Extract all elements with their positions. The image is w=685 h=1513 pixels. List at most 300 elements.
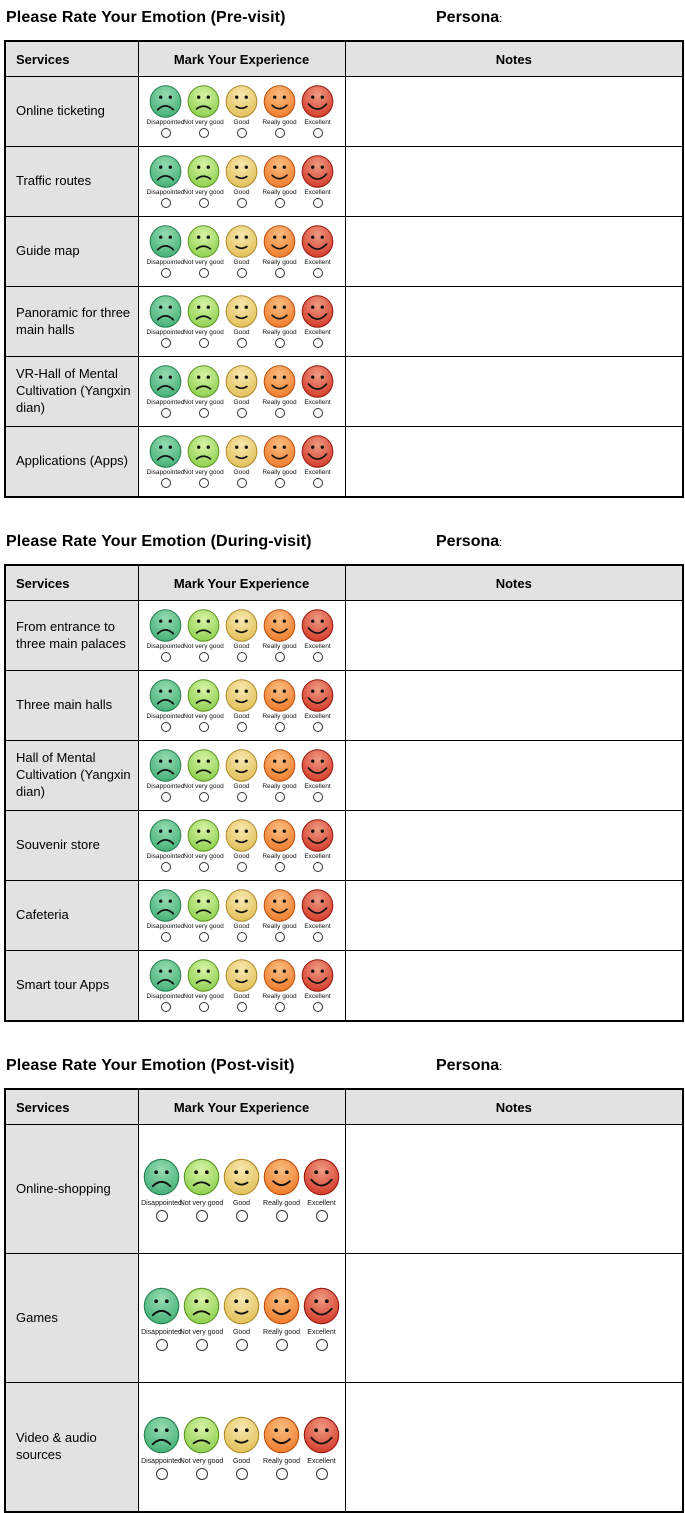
scale-option-label: Excellent: [304, 922, 331, 930]
notes-cell[interactable]: [345, 601, 683, 671]
scale-option-label: Disappointed: [146, 782, 185, 790]
scale-option-really-good: [262, 1414, 302, 1481]
not-very-good-face-icon: [187, 365, 220, 398]
scale-option-really-good: [261, 819, 299, 872]
scale-option-good: [223, 819, 261, 872]
good-face-icon: [225, 155, 258, 188]
scale-option-label: Excellent: [304, 852, 331, 860]
notes-cell[interactable]: [345, 811, 683, 881]
scale-option-label: Excellent: [304, 642, 331, 650]
disappointed-face-icon: [149, 85, 182, 118]
scale-option-disappointed: [142, 1156, 182, 1223]
notes-cell[interactable]: [345, 1254, 683, 1383]
scale-option-label: Really good: [262, 782, 297, 790]
radio-disappointed[interactable]: [161, 128, 171, 138]
scale-option-excellent: [299, 749, 337, 802]
experience-cell: [138, 671, 345, 741]
scale-option-label: Disappointed: [146, 992, 185, 1000]
not-very-good-face-icon: [183, 1285, 220, 1327]
scale-option-label: Good: [233, 328, 250, 336]
radio-disappointed[interactable]: [161, 652, 171, 662]
table-row: [5, 1383, 683, 1513]
scale-option-disappointed: [142, 1414, 182, 1481]
scale-option-not-very-good: [185, 889, 223, 942]
scale-option-good: [223, 889, 261, 942]
page-title: Please Rate Your Emotion (During-visit): [6, 533, 312, 550]
notes-cell[interactable]: [345, 77, 683, 147]
service-cell: Hall of Mental Cultivation (Yangxin dian): [5, 741, 138, 811]
radio-good[interactable]: [237, 792, 247, 802]
really-good-face-icon: [263, 435, 296, 468]
really-good-face-icon: [263, 1156, 300, 1198]
excellent-face-icon: [301, 889, 334, 922]
service-cell: VR-Hall of Mental Cultivation (Yangxin dian): [5, 357, 138, 427]
radio-really-good[interactable]: [276, 1210, 288, 1222]
scale-option-label: Good: [233, 992, 250, 1000]
radio-good[interactable]: [236, 1210, 248, 1222]
experience-cell: [138, 217, 345, 287]
radio-disappointed[interactable]: [161, 198, 171, 208]
radio-good[interactable]: [237, 932, 247, 942]
radio-not-very-good[interactable]: [199, 338, 209, 348]
disappointed-face-icon: [149, 679, 182, 712]
scale-option-label: Not very good: [183, 922, 224, 930]
scale-option-excellent: [299, 609, 337, 662]
scale-option-disappointed: [147, 749, 185, 802]
scale-option-good: [223, 435, 261, 488]
service-cell: Games: [5, 1254, 138, 1383]
table-row: [5, 811, 683, 881]
radio-not-very-good[interactable]: [199, 408, 209, 418]
not-very-good-face-icon: [187, 609, 220, 642]
scale-option-disappointed: [147, 295, 185, 348]
scale-option-excellent: [299, 959, 337, 1012]
scale-option-not-very-good: [185, 225, 223, 278]
scale-option-label: Not very good: [183, 852, 224, 860]
scale-option-label: Good: [232, 1457, 251, 1465]
scale-option-good: [223, 85, 261, 138]
scale-option-not-very-good: [185, 295, 223, 348]
emotion-scale: [139, 749, 345, 802]
radio-good[interactable]: [236, 1339, 248, 1351]
radio-good[interactable]: [237, 862, 247, 872]
notes-cell[interactable]: [345, 951, 683, 1022]
radio-excellent[interactable]: [313, 408, 323, 418]
scale-option-label: Excellent: [304, 992, 331, 1000]
really-good-face-icon: [263, 889, 296, 922]
radio-excellent[interactable]: [316, 1468, 328, 1480]
scale-option-label: Not very good: [183, 642, 224, 650]
scale-option-label: Really good: [262, 258, 297, 266]
scale-option-excellent: [299, 155, 337, 208]
scale-option-label: Good: [233, 258, 250, 266]
scale-option-good: [223, 679, 261, 732]
scale-option-label: Disappointed: [146, 258, 185, 266]
radio-really-good[interactable]: [275, 1002, 285, 1012]
scale-option-not-very-good: [179, 1414, 224, 1481]
scale-option-label: Really good: [262, 922, 297, 930]
radio-good[interactable]: [237, 338, 247, 348]
service-cell: Applications (Apps): [5, 427, 138, 498]
disappointed-face-icon: [149, 609, 182, 642]
radio-really-good[interactable]: [275, 932, 285, 942]
table-row: [5, 1125, 683, 1254]
experience-cell: [138, 741, 345, 811]
notes-cell[interactable]: [345, 287, 683, 357]
section-post-visit: [0, 1054, 685, 1513]
column-header-services: Services: [5, 1089, 138, 1125]
column-header-experience: Mark Your Experience: [138, 41, 345, 77]
radio-really-good[interactable]: [275, 268, 285, 278]
header-row: [5, 565, 683, 601]
radio-good[interactable]: [237, 128, 247, 138]
radio-not-very-good[interactable]: [199, 792, 209, 802]
radio-good[interactable]: [237, 722, 247, 732]
table-row: [5, 427, 683, 498]
experience-cell: [138, 77, 345, 147]
scale-option-excellent: [302, 1285, 342, 1352]
persona-field: [436, 530, 502, 555]
scale-option-really-good: [261, 225, 299, 278]
scale-option-label: Really good: [262, 398, 297, 406]
scale-option-really-good: [262, 1285, 302, 1352]
scale-option-good: [223, 749, 261, 802]
radio-excellent[interactable]: [313, 1002, 323, 1012]
radio-excellent[interactable]: [313, 268, 323, 278]
scale-option-really-good: [262, 1156, 302, 1223]
scale-option-label: Not very good: [183, 328, 224, 336]
excellent-face-icon: [301, 819, 334, 852]
service-cell: From entrance to three main palaces: [5, 601, 138, 671]
good-face-icon: [223, 1156, 260, 1198]
scale-option-label: Really good: [263, 1328, 300, 1336]
radio-disappointed[interactable]: [156, 1339, 168, 1351]
scale-option-label: Really good: [263, 1457, 300, 1465]
section-header: [6, 530, 685, 554]
section-header: [6, 1054, 685, 1078]
scale-option-label: Excellent: [304, 328, 331, 336]
really-good-face-icon: [263, 1414, 300, 1456]
experience-cell: [138, 1125, 345, 1254]
scale-option-label: Disappointed: [146, 852, 185, 860]
radio-not-very-good[interactable]: [199, 198, 209, 208]
scale-option-not-very-good: [185, 959, 223, 1012]
scale-option-label: Not very good: [183, 188, 224, 196]
emotion-scale: [139, 679, 345, 732]
scale-option-not-very-good: [185, 609, 223, 662]
scale-option-label: Good: [233, 642, 250, 650]
scale-option-really-good: [261, 679, 299, 732]
scale-option-not-very-good: [185, 679, 223, 732]
radio-not-very-good[interactable]: [199, 1002, 209, 1012]
scale-option-label: Excellent: [304, 188, 331, 196]
scale-option-label: Excellent: [304, 712, 331, 720]
excellent-face-icon: [301, 679, 334, 712]
header-row: [5, 1089, 683, 1125]
disappointed-face-icon: [149, 889, 182, 922]
radio-not-very-good[interactable]: [199, 722, 209, 732]
radio-not-very-good[interactable]: [199, 652, 209, 662]
radio-excellent[interactable]: [316, 1339, 328, 1351]
radio-excellent[interactable]: [313, 128, 323, 138]
scale-option-label: Good: [233, 712, 250, 720]
radio-excellent[interactable]: [313, 478, 323, 488]
excellent-face-icon: [303, 1285, 340, 1327]
scale-option-really-good: [261, 749, 299, 802]
scale-option-label: Good: [233, 922, 250, 930]
scale-option-label: Disappointed: [146, 642, 185, 650]
radio-really-good[interactable]: [275, 722, 285, 732]
service-cell: Traffic routes: [5, 147, 138, 217]
radio-not-very-good[interactable]: [199, 862, 209, 872]
excellent-face-icon: [301, 365, 334, 398]
excellent-face-icon: [301, 609, 334, 642]
column-header-notes: Notes: [345, 41, 683, 77]
scale-option-label: Excellent: [307, 1457, 336, 1465]
good-face-icon: [223, 1285, 260, 1327]
scale-option-not-very-good: [185, 435, 223, 488]
section-pre-visit: [0, 6, 685, 498]
scale-option-disappointed: [147, 85, 185, 138]
service-cell: Smart tour Apps: [5, 951, 138, 1022]
table-row: [5, 1254, 683, 1383]
persona-label: Persona: [436, 9, 500, 26]
radio-really-good[interactable]: [275, 198, 285, 208]
scale-option-label: Excellent: [304, 782, 331, 790]
experience-cell: [138, 811, 345, 881]
scale-option-label: Not very good: [183, 118, 224, 126]
scale-option-label: Disappointed: [146, 188, 185, 196]
notes-cell[interactable]: [345, 147, 683, 217]
emotion-scale: [139, 85, 345, 138]
radio-not-very-good[interactable]: [196, 1339, 208, 1351]
really-good-face-icon: [263, 85, 296, 118]
really-good-face-icon: [263, 365, 296, 398]
radio-not-very-good[interactable]: [199, 128, 209, 138]
persona-colon: :: [499, 1061, 503, 1073]
radio-good[interactable]: [236, 1468, 248, 1480]
radio-excellent[interactable]: [313, 792, 323, 802]
section-header: [6, 6, 685, 30]
persona-label: Persona: [436, 533, 500, 550]
scale-option-label: Not very good: [183, 398, 224, 406]
radio-disappointed[interactable]: [161, 792, 171, 802]
persona-label: Persona: [436, 1057, 500, 1074]
table-row: [5, 357, 683, 427]
service-cell: Souvenir store: [5, 811, 138, 881]
emotion-scale: [139, 295, 345, 348]
radio-excellent[interactable]: [313, 338, 323, 348]
experience-cell: [138, 147, 345, 217]
radio-disappointed[interactable]: [161, 268, 171, 278]
disappointed-face-icon: [143, 1285, 180, 1327]
scale-option-label: Disappointed: [141, 1199, 182, 1207]
radio-excellent[interactable]: [313, 932, 323, 942]
rating-table-pre-visit: [4, 40, 684, 498]
not-very-good-face-icon: [187, 85, 220, 118]
scale-option-disappointed: [147, 679, 185, 732]
radio-not-very-good[interactable]: [199, 478, 209, 488]
radio-good[interactable]: [237, 1002, 247, 1012]
scale-option-good: [223, 365, 261, 418]
column-header-experience: Mark Your Experience: [138, 1089, 345, 1125]
not-very-good-face-icon: [187, 749, 220, 782]
scale-option-good: [223, 959, 261, 1012]
radio-good[interactable]: [237, 478, 247, 488]
scale-option-not-very-good: [185, 85, 223, 138]
radio-really-good[interactable]: [275, 408, 285, 418]
radio-really-good[interactable]: [276, 1339, 288, 1351]
table-row: [5, 77, 683, 147]
really-good-face-icon: [263, 295, 296, 328]
service-cell: Cafeteria: [5, 881, 138, 951]
scale-option-excellent: [299, 889, 337, 942]
experience-cell: [138, 427, 345, 498]
excellent-face-icon: [303, 1156, 340, 1198]
scale-option-really-good: [261, 295, 299, 348]
radio-disappointed[interactable]: [161, 478, 171, 488]
radio-good[interactable]: [237, 652, 247, 662]
scale-option-label: Good: [233, 782, 250, 790]
scale-option-disappointed: [142, 1285, 182, 1352]
scale-option-good: [223, 609, 261, 662]
persona-field: [436, 1054, 502, 1079]
notes-cell[interactable]: [345, 741, 683, 811]
scale-option-excellent: [299, 225, 337, 278]
not-very-good-face-icon: [187, 435, 220, 468]
radio-disappointed[interactable]: [156, 1210, 168, 1222]
radio-good[interactable]: [237, 198, 247, 208]
radio-good[interactable]: [237, 408, 247, 418]
radio-really-good[interactable]: [275, 792, 285, 802]
scale-option-disappointed: [147, 819, 185, 872]
radio-disappointed[interactable]: [161, 932, 171, 942]
scale-option-good: [222, 1156, 262, 1223]
excellent-face-icon: [301, 959, 334, 992]
radio-excellent[interactable]: [316, 1210, 328, 1222]
service-cell: Online-shopping: [5, 1125, 138, 1254]
scale-option-not-very-good: [185, 819, 223, 872]
scale-option-excellent: [299, 819, 337, 872]
radio-disappointed[interactable]: [156, 1468, 168, 1480]
radio-excellent[interactable]: [313, 862, 323, 872]
scale-option-good: [223, 155, 261, 208]
radio-really-good[interactable]: [275, 652, 285, 662]
not-very-good-face-icon: [187, 155, 220, 188]
scale-option-label: Disappointed: [146, 712, 185, 720]
emotion-scale: [139, 1414, 345, 1481]
radio-really-good[interactable]: [275, 338, 285, 348]
good-face-icon: [225, 365, 258, 398]
not-very-good-face-icon: [187, 889, 220, 922]
not-very-good-face-icon: [183, 1414, 220, 1456]
radio-excellent[interactable]: [313, 198, 323, 208]
notes-cell[interactable]: [345, 1125, 683, 1254]
scale-option-really-good: [261, 365, 299, 418]
scale-option-label: Not very good: [183, 712, 224, 720]
radio-not-very-good[interactable]: [199, 932, 209, 942]
scale-option-label: Disappointed: [146, 398, 185, 406]
scale-option-label: Not very good: [179, 1199, 224, 1207]
scale-option-label: Good: [233, 188, 250, 196]
experience-cell: [138, 287, 345, 357]
disappointed-face-icon: [149, 365, 182, 398]
scale-option-label: Excellent: [304, 258, 331, 266]
scale-option-not-very-good: [179, 1285, 224, 1352]
emotion-scale: [139, 889, 345, 942]
radio-not-very-good[interactable]: [199, 268, 209, 278]
radio-disappointed[interactable]: [161, 722, 171, 732]
radio-disappointed[interactable]: [161, 862, 171, 872]
scale-option-label: Disappointed: [146, 468, 185, 476]
scale-option-disappointed: [147, 889, 185, 942]
scale-option-label: Not very good: [183, 992, 224, 1000]
emotion-scale: [139, 1156, 345, 1223]
radio-good[interactable]: [237, 268, 247, 278]
notes-cell[interactable]: [345, 427, 683, 498]
good-face-icon: [225, 889, 258, 922]
radio-really-good[interactable]: [276, 1468, 288, 1480]
good-face-icon: [225, 959, 258, 992]
excellent-face-icon: [301, 749, 334, 782]
column-header-notes: Notes: [345, 565, 683, 601]
notes-cell[interactable]: [345, 217, 683, 287]
really-good-face-icon: [263, 1285, 300, 1327]
radio-really-good[interactable]: [275, 862, 285, 872]
scale-option-label: Good: [232, 1328, 251, 1336]
radio-really-good[interactable]: [275, 478, 285, 488]
radio-disappointed[interactable]: [161, 408, 171, 418]
rating-table-post-visit: [4, 1088, 684, 1513]
scale-option-label: Excellent: [307, 1199, 336, 1207]
notes-cell[interactable]: [345, 357, 683, 427]
radio-really-good[interactable]: [275, 128, 285, 138]
radio-not-very-good[interactable]: [196, 1210, 208, 1222]
notes-cell[interactable]: [345, 1383, 683, 1513]
scale-option-label: Good: [233, 118, 250, 126]
emotion-scale: [139, 819, 345, 872]
scale-option-excellent: [302, 1414, 342, 1481]
scale-option-label: Not very good: [179, 1328, 224, 1336]
scale-option-label: Really good: [263, 1199, 300, 1207]
scale-option-label: Disappointed: [141, 1457, 182, 1465]
good-face-icon: [225, 749, 258, 782]
good-face-icon: [223, 1414, 260, 1456]
experience-cell: [138, 951, 345, 1022]
experience-cell: [138, 601, 345, 671]
really-good-face-icon: [263, 959, 296, 992]
radio-excellent[interactable]: [313, 652, 323, 662]
radio-disappointed[interactable]: [161, 338, 171, 348]
experience-cell: [138, 881, 345, 951]
scale-option-excellent: [299, 435, 337, 488]
column-header-services: Services: [5, 565, 138, 601]
not-very-good-face-icon: [187, 679, 220, 712]
scale-option-not-very-good: [185, 365, 223, 418]
experience-cell: [138, 1254, 345, 1383]
table-row: [5, 217, 683, 287]
notes-cell[interactable]: [345, 671, 683, 741]
emotion-scale: [139, 225, 345, 278]
really-good-face-icon: [263, 819, 296, 852]
radio-excellent[interactable]: [313, 722, 323, 732]
really-good-face-icon: [263, 155, 296, 188]
radio-not-very-good[interactable]: [196, 1468, 208, 1480]
scale-option-label: Good: [233, 398, 250, 406]
radio-disappointed[interactable]: [161, 1002, 171, 1012]
notes-cell[interactable]: [345, 881, 683, 951]
experience-cell: [138, 357, 345, 427]
